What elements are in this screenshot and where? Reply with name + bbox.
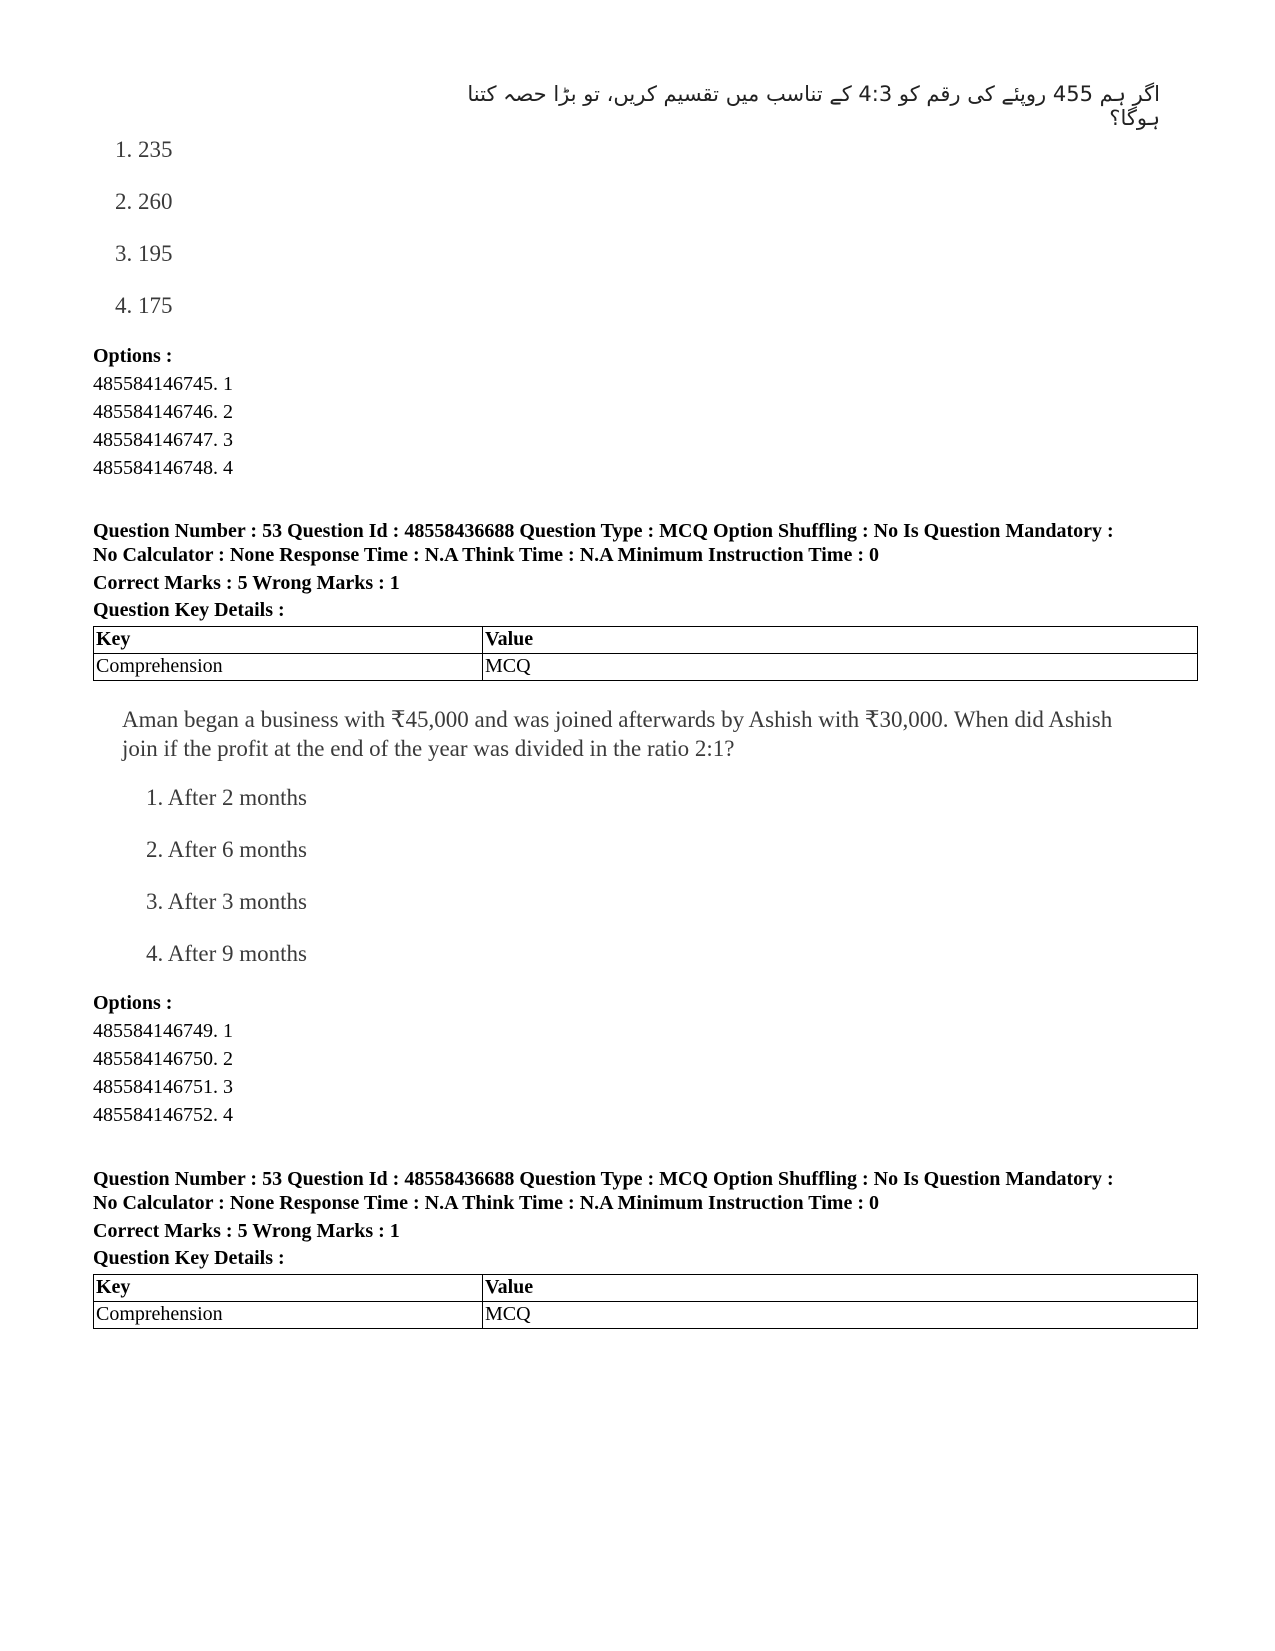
option-id-1: 485584146745. 1 — [93, 373, 233, 395]
answer-option-3: 3. 195 — [115, 241, 173, 266]
table-cell-value: MCQ — [483, 654, 1198, 681]
table-header-key: Key — [94, 1275, 483, 1302]
question-marks: Correct Marks : 5 Wrong Marks : 1 — [93, 1220, 400, 1242]
answer-option-2: 2. 260 — [115, 189, 173, 214]
question-key-table — [93, 1274, 1198, 1329]
question-marks: Correct Marks : 5 Wrong Marks : 1 — [93, 572, 400, 594]
table-header-value: Value — [483, 627, 1198, 654]
option-id-2: 485584146746. 2 — [93, 401, 233, 423]
option-id-4: 485584146752. 4 — [93, 1104, 233, 1126]
answer-option-3: 3. After 3 months — [146, 889, 307, 914]
question-text-urdu: اگر ہم 455 روپئے کی رقم کو 4:3 کے تناسب میں تقسیم کریں، تو بڑا حصہ کتنا ہوگا؟ — [467, 82, 1160, 130]
question-meta-line1: Question Number : 53 Question Id : 48558436688 Question Type : MCQ Option Shuffling : No Is Question Mandatory : — [93, 520, 1114, 542]
passage-line-1: Aman began a business with ₹45,000 and was joined afterwards by Ashish with ₹30,000. When did Ashish — [122, 707, 1113, 732]
answer-option-2: 2. After 6 months — [146, 837, 307, 862]
options-label: Options : — [93, 345, 173, 367]
option-id-1: 485584146749. 1 — [93, 1020, 233, 1042]
answer-option-1: 1. 235 — [115, 137, 173, 162]
table-row — [94, 1302, 1198, 1329]
question-meta-line1: Question Number : 53 Question Id : 48558436688 Question Type : MCQ Option Shuffling : No Is Question Mandatory : — [93, 1168, 1114, 1190]
question-meta-line2: No Calculator : None Response Time : N.A Think Time : N.A Minimum Instruction Time : 0 — [93, 1192, 879, 1214]
table-header-row — [94, 627, 1198, 654]
option-id-3: 485584146751. 3 — [93, 1076, 233, 1098]
passage-line-2: join if the profit at the end of the year was divided in the ratio 2:1? — [122, 736, 735, 761]
answer-option-4: 4. After 9 months — [146, 941, 307, 966]
table-cell-value: MCQ — [483, 1302, 1198, 1329]
table-cell-key: Comprehension — [94, 1302, 483, 1329]
question-meta-line2: No Calculator : None Response Time : N.A Think Time : N.A Minimum Instruction Time : 0 — [93, 544, 879, 566]
question-key-details-label: Question Key Details : — [93, 599, 285, 621]
answer-option-1: 1. After 2 months — [146, 785, 307, 810]
table-cell-key: Comprehension — [94, 654, 483, 681]
table-header-value: Value — [483, 1275, 1198, 1302]
table-row — [94, 654, 1198, 681]
options-label: Options : — [93, 992, 173, 1014]
option-id-2: 485584146750. 2 — [93, 1048, 233, 1070]
table-header-row — [94, 1275, 1198, 1302]
question-key-table — [93, 626, 1198, 681]
option-id-3: 485584146747. 3 — [93, 429, 233, 451]
answer-option-4: 4. 175 — [115, 293, 173, 318]
question-passage — [122, 705, 1172, 763]
table-header-key: Key — [94, 627, 483, 654]
question-key-details-label: Question Key Details : — [93, 1247, 285, 1269]
option-id-4: 485584146748. 4 — [93, 457, 233, 479]
